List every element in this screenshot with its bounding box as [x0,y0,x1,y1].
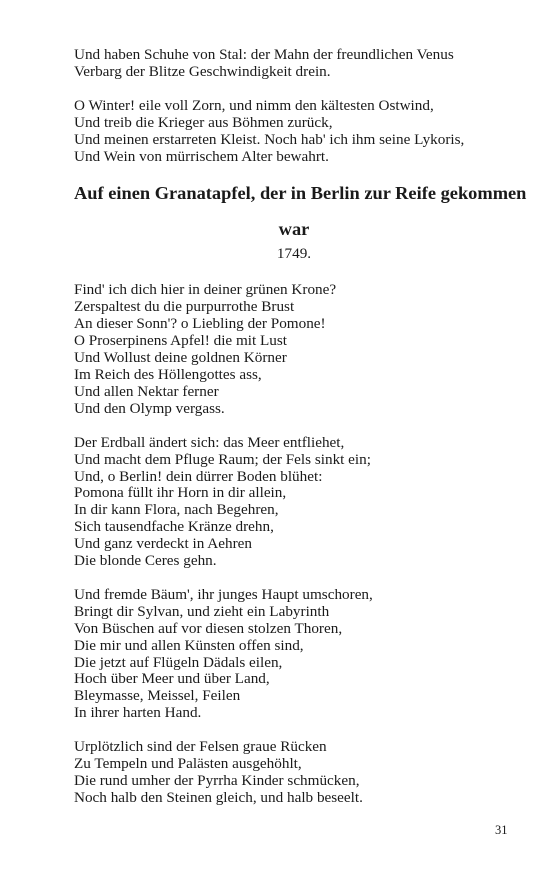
stanza [74,282,514,417]
verse-line: Der Erdball ändert sich: das Meer entfliehet, [74,433,345,451]
stanza [74,47,514,81]
page-number: 31 [495,823,508,837]
verse-line: Verbarg der Blitze Geschwindigkeit drein. [74,62,331,80]
previous-poem-ending [74,47,514,165]
verse-line: Und haben Schuhe von Stal: der Mahn der freundlichen Venus [74,46,454,63]
verse-line: Und meinen erstarreten Kleist. Noch hab' ich ihm seine Lykoris, [74,130,465,148]
poem-title: Auf einen Granatapfel, der in Berlin zur Reife gekommen [74,183,527,204]
poem-year: 1749. [276,245,312,263]
stanza [74,587,514,722]
verse-line: Bringt dir Sylvan, und zieht ein Labyrinth [74,602,330,620]
verse-line: Und fremde Bäum', ihr junges Haupt umschoren, [74,585,373,603]
verse-line: O Winter! eile voll Zorn, und nimm den kältesten Ostwind, [74,96,434,114]
verse-line: Die jetzt auf Flügeln Dädals eilen, [74,653,283,671]
verse-line: Noch halb den Steinen gleich, und halb beseelt. [74,788,363,806]
verse-line: Zerspaltest du die purpurrothe Brust [74,298,295,316]
verse-line: Und den Olymp vergass. [74,399,225,417]
verse-line: Zu Tempeln und Palästen ausgehöhlt, [74,755,302,773]
verse-line: Und macht dem Pfluge Raum; der Fels sinkt ein; [74,450,371,468]
verse-line: Sich tausendfache Kränze drehn, [74,518,274,536]
verse-line: Und ganz verdeckt in Aehren [74,535,252,553]
stanza [74,435,514,570]
verse-line: In ihrer harten Hand. [74,704,202,722]
stanza [74,98,514,166]
verse-line: Und Wollust deine goldnen Körner [74,349,287,367]
verse-line: Im Reich des Höllengottes ass, [74,365,262,383]
verse-line: In dir kann Flora, nach Begehren, [74,501,279,519]
verse-line: Urplötzlich sind der Felsen graue Rücken [74,738,327,756]
verse-line: Find' ich dich hier in deiner grünen Krone? [74,281,337,299]
verse-line: Die blonde Ceres gehn. [74,552,217,570]
verse-line: Und allen Nektar ferner [74,382,219,400]
verse-line: Und Wein von mürrischem Alter bewahrt. [74,147,329,165]
verse-line: Pomona füllt ihr Horn in dir allein, [74,484,287,502]
verse-line: Bleymasse, Meissel, Feilen [74,687,241,705]
poem-title-continuation: war [278,219,310,240]
verse-line: Und, o Berlin! dein dürrer Boden blühet: [74,467,323,485]
page-body [74,46,527,824]
verse-line: O Proserpinens Apfel! die mit Lust [74,332,288,350]
verse-line: An dieser Sonn'? o Liebling der Pomone! [74,315,326,333]
poem-stanzas [74,282,514,806]
stanza [74,739,514,807]
verse-line: Und treib die Krieger aus Böhmen zurück, [74,113,333,131]
verse-line: Hoch über Meer und über Land, [74,670,270,688]
verse-line: Die mir und allen Künsten offen sind, [74,636,304,654]
verse-line: Von Büschen auf vor diesen stolzen Thoren, [74,619,343,637]
verse-line: Die rund umher der Pyrrha Kinder schmücken, [74,772,360,789]
